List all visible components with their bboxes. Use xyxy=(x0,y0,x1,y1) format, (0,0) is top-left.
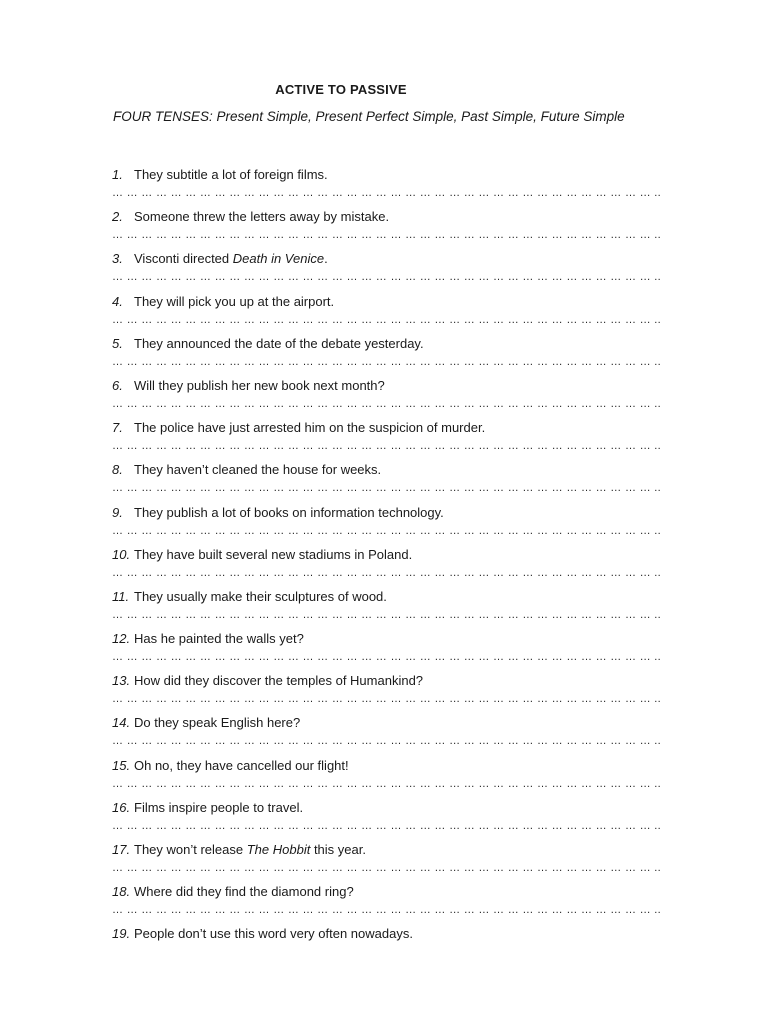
question-number: 14. xyxy=(112,715,131,731)
question-text: They subtitle a lot of foreign films. xyxy=(134,167,328,182)
question-item xyxy=(112,504,661,546)
answer-line: … … … … … … … … … … … … … … … … … … … … … … … … … … … … … … … … … … … … … .. xyxy=(112,187,661,199)
answer-line: … … … … … … … … … … … … … … … … … … … … … … … … … … … … … … … … … … … … … .. xyxy=(112,229,661,242)
question-item xyxy=(112,757,661,799)
question-number: 15. xyxy=(112,757,131,773)
question-number: 9. xyxy=(112,504,123,520)
question-number: 17. xyxy=(112,842,131,857)
film-title: Death in Venice xyxy=(232,251,325,267)
answer-line: … … … … … … … … … … … … … … … … … … … … … … … … … … … … … … … … … … … … … .. xyxy=(112,651,661,664)
question-item xyxy=(112,335,661,377)
question-text-after: this year. xyxy=(310,842,366,857)
question-text: They announced the date of the debate yesterday. xyxy=(134,335,424,351)
question-text xyxy=(134,842,366,857)
question-text: Where did they find the diamond ring? xyxy=(134,884,354,900)
question-text: They haven’t cleaned the house for weeks. xyxy=(134,462,382,478)
answer-line: … … … … … … … … … … … … … … … … … … … … … … … … … … … … … … … … … … … … … .. xyxy=(112,524,661,537)
question-text-before: Visconti directed xyxy=(134,251,233,267)
question-item xyxy=(112,799,661,841)
question-number: 12. xyxy=(112,631,131,647)
question-item xyxy=(112,588,661,630)
question-text: They will pick you up at the airport. xyxy=(134,293,335,309)
question-text: Do they speak English here? xyxy=(134,715,301,731)
question-item xyxy=(112,714,661,756)
question-item xyxy=(112,208,661,250)
question-text: The police have just arrested him on the suspicion of murder. xyxy=(134,420,486,436)
answer-line: … … … … … … … … … … … … … … … … … … … … … … … … … … … … … … … … … … … … … .. xyxy=(112,904,661,917)
answer-line: … … … … … … … … … … … … … … … … … … … … … … … … … … … … … … … … … … … … … .. xyxy=(112,313,661,326)
question-number: 1. xyxy=(112,167,123,182)
answer-line: … … … … … … … … … … … … … … … … … … … … … … … … … … … … … … … … … … … … … .. xyxy=(112,693,661,706)
answer-line: … … … … … … … … … … … … … … … … … … … … … … … … … … … … … … … … … … … … … .. xyxy=(112,355,661,368)
question-item xyxy=(112,925,552,967)
question-number: 13. xyxy=(112,673,131,689)
question-text: How did they discover the temples of Humankind? xyxy=(134,673,424,689)
question-number: 7. xyxy=(112,420,123,436)
answer-line: … … … … … … … … … … … … … … … … … … … … … … … … … … … … … … … … … … … … … .. xyxy=(112,566,661,579)
question-item xyxy=(112,461,661,503)
question-item xyxy=(112,546,661,588)
answer-line: … … … … … … … … … … … … … … … … … … … … … … … … … … … … … … … … … … … … … .. xyxy=(112,862,661,874)
question-item xyxy=(112,883,661,925)
question-number: 11. xyxy=(112,588,130,604)
page-subtitle: FOUR TENSES: Present Simple, Present Perfect Simple, Past Simple, Future Simple xyxy=(113,109,625,124)
question-number: 8. xyxy=(112,462,123,478)
question-text: Oh no, they have cancelled our flight! xyxy=(134,757,349,773)
question-number: 19. xyxy=(112,926,131,942)
question-text-after: . xyxy=(324,251,328,267)
answer-line: … … … … … … … … … … … … … … … … … … … … … … … … … … … … … … … … … … … … … .. xyxy=(112,271,661,284)
question-text: Has he painted the walls yet? xyxy=(134,631,304,647)
question-item xyxy=(112,293,661,335)
question-text-before: They won’t release xyxy=(134,842,247,857)
question-text: Films inspire people to travel. xyxy=(134,799,304,815)
question-number: 4. xyxy=(112,293,123,309)
answer-line: … … … … … … … … … … … … … … … … … … … … … … … … … … … … … … … … … … … … … .. xyxy=(112,440,661,453)
question-text: Will they publish her new book next month? xyxy=(134,377,385,393)
film-title: The Hobbit xyxy=(246,842,311,857)
question-number: 10. xyxy=(112,546,131,562)
answer-line: … … … … … … … … … … … … … … … … … … … … … … … … … … … … … … … … … … … … … .. xyxy=(112,777,661,790)
question-item xyxy=(112,841,661,883)
page-title: ACTIVE TO PASSIVE xyxy=(275,82,407,97)
question-item xyxy=(112,419,661,461)
question-number: 5. xyxy=(112,335,123,351)
question-number: 16. xyxy=(112,799,131,815)
question-number: 18. xyxy=(112,884,131,900)
question-item xyxy=(112,250,661,292)
question-item xyxy=(112,166,661,208)
question-item xyxy=(112,377,661,419)
answer-line: … … … … … … … … … … … … … … … … … … … … … … … … … … … … … … … … … … … … … .. xyxy=(112,608,661,621)
question-number: 6. xyxy=(112,377,123,393)
answer-line: … … … … … … … … … … … … … … … … … … … … … … … … … … … … … … … … … … … … … .. xyxy=(112,735,661,748)
question-number: 3. xyxy=(112,251,123,267)
question-text: People don’t use this word very often nowadays. xyxy=(134,926,413,942)
question-text xyxy=(134,251,328,266)
question-item xyxy=(112,672,661,714)
question-number: 2. xyxy=(112,209,123,225)
question-text: Someone threw the letters away by mistake. xyxy=(134,209,390,225)
answer-line: … … … … … … … … … … … … … … … … … … … … … … … … … … … … … … … … … … … … … .. xyxy=(112,482,661,495)
question-text: They publish a lot of books on information technology. xyxy=(134,504,444,520)
question-text: They usually make their sculptures of wood. xyxy=(134,588,387,604)
question-list xyxy=(112,166,661,968)
answer-line: … … … … … … … … … … … … … … … … … … … … … … … … … … … … … … … … … … … … … .. xyxy=(112,397,661,410)
question-text: They have built several new stadiums in Poland. xyxy=(134,546,413,562)
answer-line: … … … … … … … … … … … … … … … … … … … … … … … … … … … … … … … … … … … … … .. xyxy=(112,819,661,832)
question-item xyxy=(112,630,661,672)
